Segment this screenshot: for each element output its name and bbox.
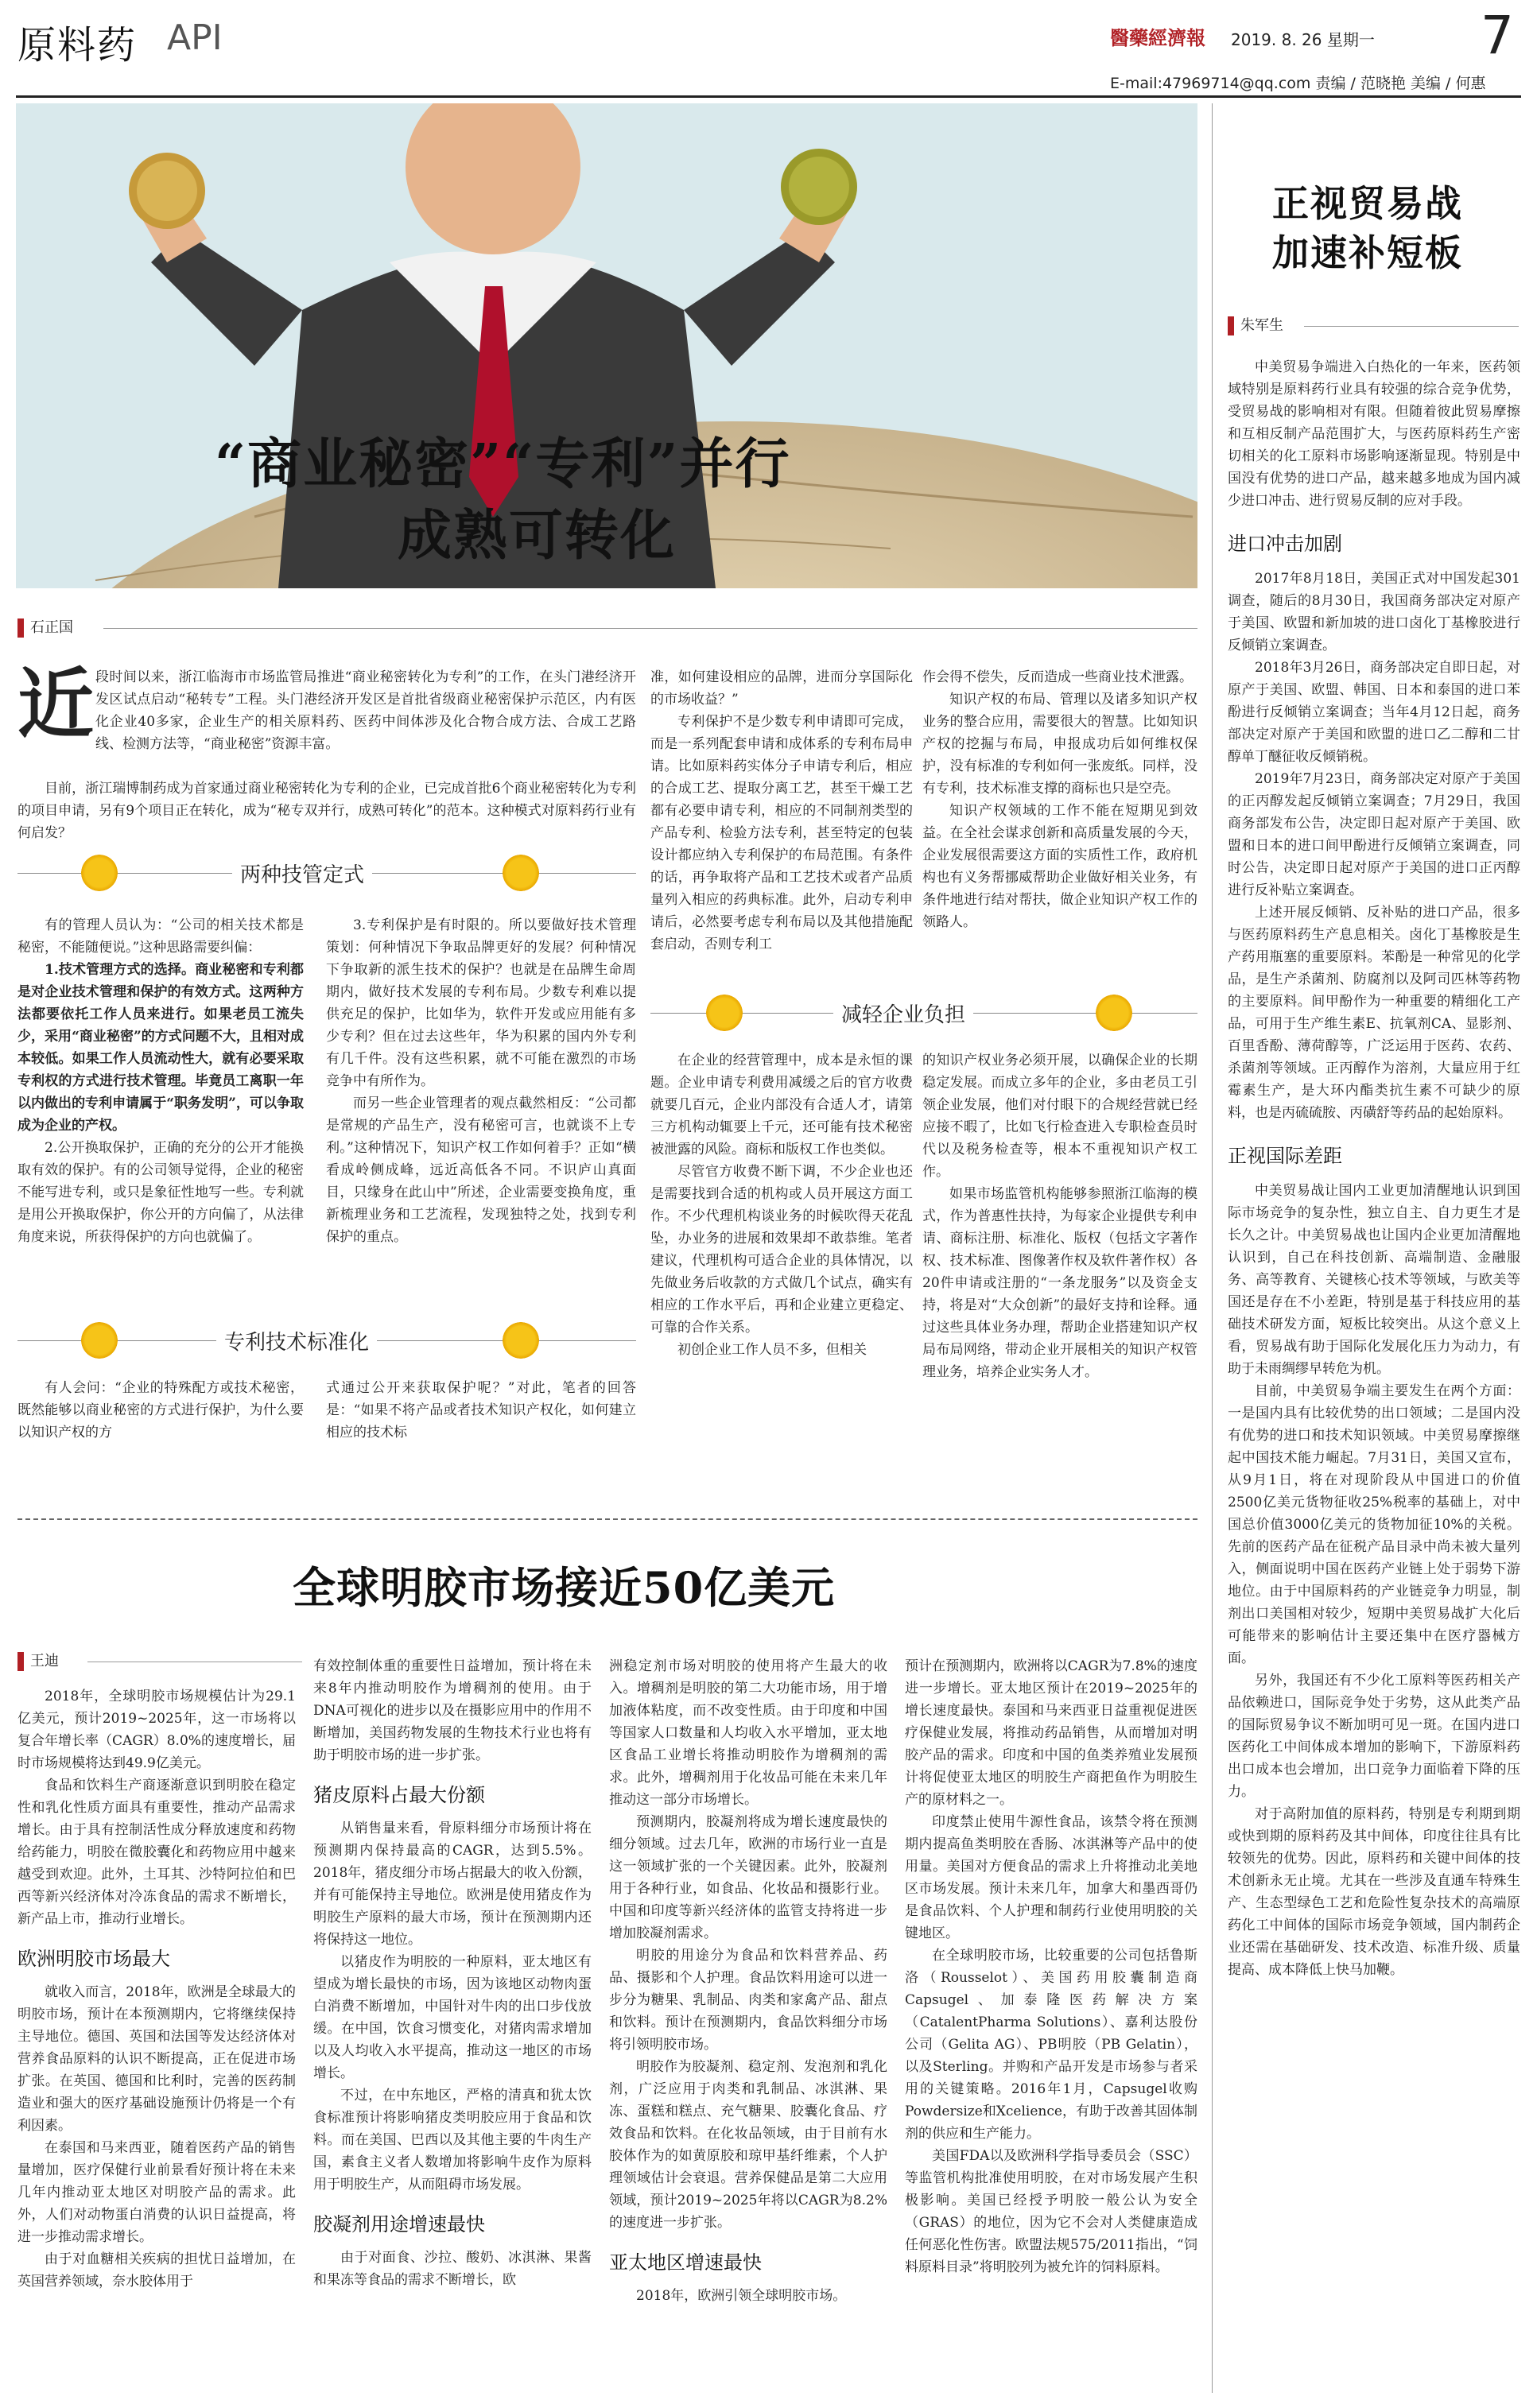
- body-paragraph: 洲稳定剂市场对明胶的使用将产生最大的收入。增稠剂是明胶的第二大功能市场，用于增加液体粘度，而不改变性质。由于印度和中国等国家人口数量和人均收入水平增加，亚太地区食品工业增长将推动明胶作为增稠剂的需求。此外，增稠剂用于化妆品可能在未来几年推动这一部分市场增长。: [609, 1658, 887, 1808]
- feature-title-line1: “商业秘密”“专利”并行: [215, 432, 791, 496]
- intro-paragraph: 目前，浙江瑞博制药成为首家通过商业秘密转化为专利的企业，已完成首批6个商业秘密转化为专利的项目申请，另有9个项目正在转化，成为“秘专双并行，成熟可转化”的范本。这种模式对原料药行业有何启发？: [17, 781, 636, 841]
- body-paragraph: 明胶的用途分为食品和饮料营养品、药品、摄影和个人护理。食品饮料用途可以进一步分为糖果、乳制品、肉类和家禽产品、甜点和饮料。预计在预测期内，食品饮料细分市场将引领明胶市场。: [609, 1948, 887, 2053]
- body-paragraph: 由于对血糖相关疾病的担忧日益增加，在英国营养领域，奈水胶体用于: [17, 2251, 296, 2290]
- body-paragraph: 从销售量来看，骨原料细分市场预计将在预测期内保持最高的CAGR，达到5.5%。2018年，猪皮细分市场占据最大的收入份额，并有可能保持主导地位。欧洲是使用猪皮作为明胶生产原料的最大市场，预计在预测期内还将保持这一地位。: [313, 1821, 592, 1948]
- right-article-body: [1228, 356, 1520, 1981]
- bottom-subhead: 欧洲明胶市场最大: [17, 1948, 170, 1970]
- body-paragraph: 明胶作为胶凝剂、稳定剂、发泡剂和乳化剂，广泛应用于肉类和乳制品、冰淇淋、果冻、蛋糕和糕点、充气糖果、胶囊化食品、疗效食品和饮料。在化妆品领域，由于目前有水胶体作为的如黄原胶和琼甲基纤维素，个人护理领域估计会衰退。营养保健品是第二大应用领域，预计2019~2025年将以CAGR为8.2%的速度进一步扩张。: [609, 2059, 887, 2231]
- bottom-article-byline: 王迪: [17, 1652, 59, 1671]
- body-paragraph: 1.技术管理方式的选择。商业秘密和专利都是对企业技术管理和保护的有效方式。这两种方法都要依托工作人员来进行。如果老员工流失少，采用“商业秘密”的方式问题不大，且相对成本较低。如果工作人员流动性大，就有必要采取专利权的方式进行技术管理。毕竟员工离职一年以内做出的专利申请属于“职务发明”，可以争取成为企业的产权。: [17, 962, 304, 1134]
- body-paragraph: 3.专利保护是有时限的。所以要做好技术管理策划：何种情况下争取品牌更好的发展？何种情况下争取新的派生技术的保护？也就是在品牌生命周期内，做好技术发展的专利布局。少数专利难以提供充足的保护，比如华为，软件开发或应用能有多少专利？但在过去这些年，华为积累的国内外专利有几千件。没有这些积累，就不可能在激烈的市场竞争中有所作为。: [326, 917, 636, 1089]
- right-subhead-1: 进口冲击加剧: [1228, 533, 1342, 555]
- header-divider: [16, 95, 1521, 98]
- body-paragraph: 在全球明胶市场，比较重要的公司包括鲁斯洛（Rousselot）、美国药用胶囊制造商Capsugel、加泰隆医药解决方案（CatalentPharma Solutions）、嘉利达股份公司（Gelita AG）、PB明胶（PB Gelatin），以及Sterling。并购和产品开发是市场参与者采用的关键策略。2016年1月，Capsugel收购Powdersize和Xcelience，有助于改善其固体制剂的供应和生产能力。: [905, 1948, 1197, 2142]
- page-number: 7: [1481, 5, 1514, 66]
- body-paragraph: 准，如何建设相应的品牌，进而分享国际化的市场收益？”: [650, 669, 913, 708]
- body-paragraph: 以猪皮作为明胶的一种原料，亚太地区有望成为增长最快的市场，因为该地区动物肉蛋白消费不断增加，中国针对牛肉的出口步伐放缓。在中国，饮食习惯变化，对猪肉需求增加以及人均收入水平提高，推动这一地区的市场增长。: [313, 1954, 592, 2081]
- body-paragraph: 有的管理人员认为：“公司的相关技术都是秘密，不能随便说。”这种思路需要纠偏：: [17, 917, 304, 956]
- body-paragraph: 美国FDA以及欧洲科学指导委员会（SSC）等监管机构批准使用明胶，在对市场发展产生积极影响。美国已经授予明胶一般公认为安全（GRAS）的地位，因为它不会对人类健康造成任何恶化性伤害。欧盟法规575/2011指出，“饲料原料目录”将明胶列为被允许的饲料原料。: [905, 2148, 1197, 2275]
- subhead-label: 专利技术标准化: [216, 1326, 377, 1355]
- dateline: 2019. 8. 26 星期一: [1231, 30, 1375, 49]
- subhead-band-3: [650, 992, 1197, 1033]
- right-article-title-line1: 正视贸易战: [1272, 182, 1463, 225]
- feature-s2-col-a: [17, 1377, 304, 1444]
- body-paragraph: 目前，中美贸易争端主要发生在两个方面：一是国内具有比较优势的出口领域；二是国内没有优势的进口和技术知识领域。中美贸易摩擦继起中国技术能力崛起。7月31日，美国又宣布，从9月1日，将在对现阶段从中国进口的价值2500亿美元货物征收25%税率的基础上，对中国总价值3000亿美元的货物加征10%的关税。先前的医药产品在征税产品目录中尚未被大量列入，侧面说明中国在医药产业链上处于弱势下游地位。由于中国原料药的产业链竞争力明显，制剂出口美国相对较少，短期中美贸易战扩大化后可能带来的影响估计主要还集中在医疗器械方面。: [1228, 1383, 1520, 1666]
- body-paragraph: 对于高附加值的原料药，特别是专利期到期或快到期的原料药及其中间体，印度往往具有比较领先的优势。因此，原料药和关键中间体的技术创新永无止境。尤其在一些涉及直通车特殊生产、生态型绿色工艺和危险性复杂技术的高端原药化工中间体的国际市场竞争领域，国内制药企业还需在基础研发、技术改造、标准升级、质量提高、成本降低上快马加鞭。: [1228, 1806, 1520, 1978]
- body-paragraph: 中美贸易争端进入白热化的一年来，医药领域特别是原料药行业具有较强的综合竞争优势，受贸易战的影响相对有限。但随着彼此贸易摩擦和互相反制产品范围扩大，与医药原料药生产密切相关的化工原料市场影响逐渐显现。特别是中国没有优势的进口产品，越来越多地成为国内减少进口冲击、进行贸易反制的应对手段。: [1228, 359, 1520, 509]
- body-paragraph: 初创企业工作人员不多，但相关: [677, 1342, 867, 1358]
- sun-icon: [1096, 995, 1132, 1031]
- right-article-byline: 朱军生: [1228, 316, 1283, 335]
- sun-icon: [706, 995, 743, 1031]
- byline-rule: [103, 628, 1197, 629]
- body-paragraph: 2018年，欧洲引领全球明胶市场。: [636, 2288, 847, 2304]
- subhead-label: 两种技管定式: [232, 859, 372, 888]
- feature-illustration: [16, 103, 1197, 588]
- feature-title-line2: 成熟可转化: [398, 504, 677, 568]
- subhead-band-1: [17, 852, 636, 894]
- feature-s2-col-b: [326, 1377, 636, 1444]
- masthead-logo: 醫藥經濟報: [1110, 26, 1205, 49]
- feature-s3-col-a: [650, 1049, 913, 1361]
- intro-paragraph: 段时间以来，浙江临海市市场监管局推进“商业秘密转化为专利”的工作，在头门港经济开发区试点启动“秘转专”工程。头门港经济开发区是首批省级商业秘密保护示范区，内有医化企业40多家，企业生产的相关原料药、医药中间体涉及化合物合成方法、合成工艺路线、检测方法等，“商业秘密”资源丰富。: [95, 669, 636, 752]
- body-paragraph: 作会得不偿失，反而造成一些商业技术泄露。: [922, 669, 1193, 685]
- body-paragraph: 就收入而言，2018年，欧洲是全球最大的明胶市场，预计在本预测期内，它将继续保持主导地位。德国、英国和法国等发达经济体对营养食品原料的认识不断提高，正在促进市场扩张。在英国、德国和比利时，完善的医药制造业和强大的医疗基础设施预计仍将是一个有利因素。: [17, 1984, 296, 2134]
- body-paragraph: 由于对面食、沙拉、酸奶、冰淇淋、果酱和果冻等食品的需求不断增长，欧: [313, 2250, 592, 2288]
- bottom-subhead: 亚太地区增速最快: [609, 2251, 762, 2274]
- body-paragraph: 式通过公开来获取保护呢？”对此，笔者的回答是：“如果不将产品或者技术知识产权化，如何建立相应的技术标: [326, 1380, 636, 1441]
- body-paragraph: 有人会问：“企业的特殊配方或技术秘密，既然能够以商业秘密的方式进行保护，为什么要以知识产权的方: [17, 1380, 304, 1441]
- body-paragraph: 在泰国和马来西亚，随着医药产品的销售量增加，医疗保健行业前景看好预计将在未来几年内推动亚太地区对明胶产品的需求。此外，人们对动物蛋白消费的认识日益提高，将进一步推动需求增长。: [17, 2140, 296, 2245]
- body-paragraph: 知识产权的布局、管理以及诸多知识产权业务的整合应用，需要很大的智慧。比如知识产权的挖掘与布局，申报成功后如何维权保护，没有标准的专利如何一张废纸。同样，没有专利，技术标准支撑的商标也只是空壳。: [922, 692, 1197, 797]
- sun-icon: [81, 855, 118, 891]
- section-en-label: API: [167, 17, 223, 58]
- right-subhead-2: 正视国际差距: [1228, 1145, 1342, 1167]
- sun-icon: [81, 1322, 118, 1359]
- body-paragraph: 中美贸易战让国内工业更加清醒地认识到国际市场竞争的复杂性，独立自主、自力更生才是长久之计。中美贸易战也让国内企业更加清醒地认识到，自己在科技创新、高端制造、金融服务、高等教育、关键核心技术等领域，与欧美等国还是存在不小差距，特别是基于科技应用的基础技术研发方面，短板比较突出。从这个意义上看，贸易战有助于国际化发展化压力为动力，有助于未雨绸缪早转危为机。: [1228, 1183, 1520, 1377]
- feature-s1-col-b: [326, 914, 636, 1248]
- body-paragraph: 2.公开换取保护，正确的充分的公开才能换取有效的保护。有的公司领导觉得，企业的秘密不能写进专利，或只是象征性地写一些。专利就是用公开换取保护，你公开的方向偏了，从法律角度来说，所获得保护的方向也就偏了。: [17, 1140, 304, 1245]
- feature-col-3: [650, 666, 913, 956]
- feature-intro-p1: [95, 666, 636, 755]
- body-paragraph: 知识产权领域的工作不能在短期见到效益。在全社会谋求创新和高质量发展的今天，企业发展很需要这方面的实质性工作，政府机构也有义务帮挪威帮助企业做好相关业务，有条件地进行结对帮扶，做企业知识产权工作的领路人。: [922, 803, 1197, 930]
- byline-rule: [1304, 326, 1519, 327]
- body-paragraph: 预计在预测期内，欧洲将以CAGR为7.8%的速度进一步增长。亚太地区预计在2019~2025年的增长速度最快。泰国和马来西亚日益重视促进医疗保健业发展，将推动药品销售，从而增加对明胶产品的需求。印度和中国的鱼类养殖业发展预计将促使亚太地区的明胶生产商把鱼作为明胶生产的原材料之一。: [905, 1658, 1197, 1808]
- body-paragraph: 有效控制体重的重要性日益增加，预计将在未来8年内推动明胶作为增稠剂的使用。由于DNA可视化的进步以及在摄影应用中的作用不断增加，美国药物发展的生物技术行业也将有助于明胶市场的进一步扩张。: [313, 1658, 592, 1763]
- subhead-band-2: [17, 1320, 636, 1361]
- body-paragraph: 上述开展反倾销、反补贴的进口产品，很多与医药原料药生产息息相关。卤化丁基橡胶是生产药用瓶塞的重要原料。苯酚是一种常见的化学品，是生产杀菌剂、防腐剂以及阿司匹林等药物的主要原料。间甲酚作为一种重要的精细化工产品，可用于生产维生素E、抗氧剂CA、显影剂、百里香酚、薄荷醇等，广泛运用于医药、农药、杀菌剂等领域。正丙醇作为溶剂，大量应用于红霉素生产，是大环内酯类抗生素不可缺少的原料，也是丙硫硫胺、丙磺舒等药品的起始原料。: [1228, 905, 1520, 1121]
- body-paragraph: 在企业的经营管理中，成本是永恒的课题。企业申请专利费用减缓之后的官方收费就要几百元，企业内部没有合适人才，请第三方机构动辄要上千元，还可能有技术秘密被泄露的风险。商标和版权工作也类似。: [650, 1053, 913, 1157]
- editor-line: E-mail:47969714@qq.com 责编 / 范晓艳 美编 / 何惠: [1110, 75, 1486, 92]
- column-divider: [1212, 103, 1213, 2393]
- body-paragraph: 另外，我国还有不少化工原料等医药相关产品依赖进口，国际竞争处于劣势，这从此类产品的国际贸易争议不断加明可见一斑。在国内进口医药化工中间体成本增加的影响下，下游原料药出口成本也会增加，出口竞争力面临着下降的压力。: [1228, 1673, 1520, 1800]
- body-paragraph: 如果市场监管机构能够参照浙江临海的模式，作为普惠性扶持，为每家企业提供专利申请、商标注册、标准化、版权（包括文字著作权、技术标准、图像著作权及软件著作权）各20件申请或注册的“一条龙服务”以及资金支持，将是对“大众创新”的最好支持和诠释。通过这些具体业务办理，帮助企业搭建知识产权局布局网络，带动企业开展相关的知识产权管理业务，培养企业实务人才。: [922, 1186, 1197, 1380]
- article-separator: [17, 1518, 1197, 1520]
- feature-byline: 石正国: [17, 618, 73, 638]
- right-article-title-line2: 加速补短板: [1272, 231, 1463, 274]
- feature-s3-col-b: [922, 1049, 1197, 1383]
- body-paragraph: 尽管官方收费不断下调，不少企业也还是需要找到合适的机构或人员开展这方面工作。不少代理机构谈业务的时候吹得天花乱坠，办业务的进展和效果却不敢恭维。笔者建议，代理机构可适合企业的具体情况，以先做业务后收款的方式做几个试点，确实有相应的工作水平后，再和企业建立更稳定、可靠的合作关系。: [650, 1164, 913, 1336]
- head-shape: [406, 103, 580, 254]
- body-paragraph: 预测期内，胶凝剂将成为增长速度最快的细分领域。过去几年，欧洲的市场行业一直是这一领域扩张的一个关键因素。此外，胶凝剂用于各种行业，如食品、化妆品和摄影行业。中国和印度等新兴经济体的监管支持将进一步增加胶凝剂需求。: [609, 1814, 887, 1941]
- bottom-col-2: [313, 1655, 592, 2291]
- feature-col-4: [922, 666, 1197, 933]
- feature-intro-p2: [17, 777, 636, 844]
- body-paragraph: 2019年7月23日，商务部决定对原产于美国的正丙醇发起反倾销立案调查；7月29日，我国商务部发布公告，决定即日起对原产于美国、欧盟和日本的进口间甲酚进行反倾销立案调查，同时公告，决定即日起对原产于美国的进口正丙醇进行反补贴立案调查。: [1228, 771, 1520, 898]
- body-paragraph: 而另一些企业管理者的观点截然相反：“公司都是常规的产品生产，没有秘密可言，也就谈不上专利。”这种情况下，知识产权工作如何着手？正如“横看成岭侧成峰，远近高低各不同。不识庐山真面目，只缘身在此山中”所述，企业需要变换角度，重新梳理业务和工艺流程，发现独特之处，找到专利保护的重点。: [326, 1095, 636, 1245]
- body-paragraph: 食品和饮料生产商逐渐意识到明胶在稳定性和乳化性质方面具有重要性，推动产品需求增长。由于具有控制活性成分释放速度和药物给药能力，明胶在微胶囊化和药物应用中越来越受到欢迎。此外，土耳其、沙特阿拉伯和巴西等新兴经济体对冷冻食品的需求不断增长，新产品上市，推动行业增长。: [17, 1778, 296, 1927]
- body-paragraph: 2018年3月26日，商务部决定自即日起，对原产于美国、欧盟、韩国、日本和泰国的进口苯酚进行反倾销立案调查；当年4月12日起，商务部决定对原产于美国和欧盟的进口乙二醇和二甘醇单丁醚征收反倾销税。: [1228, 660, 1520, 765]
- drop-cap: 近: [17, 659, 94, 749]
- bottom-col-1: [17, 1685, 296, 2293]
- body-paragraph: 不过，在中东地区，严格的清真和犹太饮食标准预计将影响猪皮类明胶应用于食品和饮料。而在美国、巴西以及其他主要的牛肉生产国，素食主义者人数增加将影响牛皮作为原料用于明胶生产，从而阻碍市场发展。: [313, 2088, 592, 2193]
- body-paragraph: 专利保护不是少数专利申请即可完成，而是一系列配套申请和成体系的专利布局申请。比如原料药实体分子申请专利后，相应的合成工艺、提取分离工艺，甚至干燥工艺都有必要申请专利，相应的不同制剂类型的产品专利、检验方法专利，甚至特定的包装设计都应纳入专利保护的布局范围。有条件的话，再争取将产品和工艺技术或者产品质量列入相应的药典标准。此外，启动专利申请后，必然要考虑专利布局以及其他措施配套启动，否则专利工: [650, 714, 913, 952]
- subhead-label: 减轻企业负担: [833, 998, 973, 1028]
- bottom-subhead: 猪皮原料占最大份额: [313, 1784, 485, 1806]
- section-title: 原料药: [17, 23, 138, 68]
- body-paragraph: 印度禁止使用牛源性食品，该禁令将在预测期内提高鱼类明胶在香肠、冰淇淋等产品中的使用量。美国对方便食品的需求上升将推动北美地区市场发展。预计未来几年，加拿大和墨西哥仍是食品饮料、个人护理和制药行业使用明胶的关键地区。: [905, 1814, 1197, 1941]
- body-paragraph: 2018年，全球明胶市场规模估计为29.1亿美元，预计2019~2025年，这一市场将以复合年增长率（CAGR）8.0%的速度增长，届时市场规模将达到49.9亿美元。: [17, 1689, 296, 1771]
- body-paragraph: 2017年8月18日，美国正式对中国发起301调查，随后的8月30日，我国商务部决定对原产于美国、欧盟和新加坡的进口卤化丁基橡胶进行反倾销立案调查。: [1228, 571, 1520, 653]
- bottom-article-headline: 全球明胶市场接近50亿美元: [293, 1562, 836, 1613]
- bottom-subhead: 胶凝剂用途增速最快: [313, 2213, 485, 2235]
- sun-icon: [503, 855, 539, 891]
- body-paragraph: 的知识产权业务必须开展，以确保企业的长期稳定发展。而成立多年的企业，多由老员工引领企业发展，他们对付眼下的合规经营就已经应接不暇了，比如飞行检查进入专职检查员时代以及税务检查等，根本不重视知识产权工作。: [922, 1053, 1197, 1180]
- bottom-col-3: [609, 1655, 887, 2307]
- bottom-col-4: [905, 1655, 1197, 2278]
- sun-icon: [503, 1322, 539, 1359]
- feature-s1-col-a: [17, 914, 304, 1248]
